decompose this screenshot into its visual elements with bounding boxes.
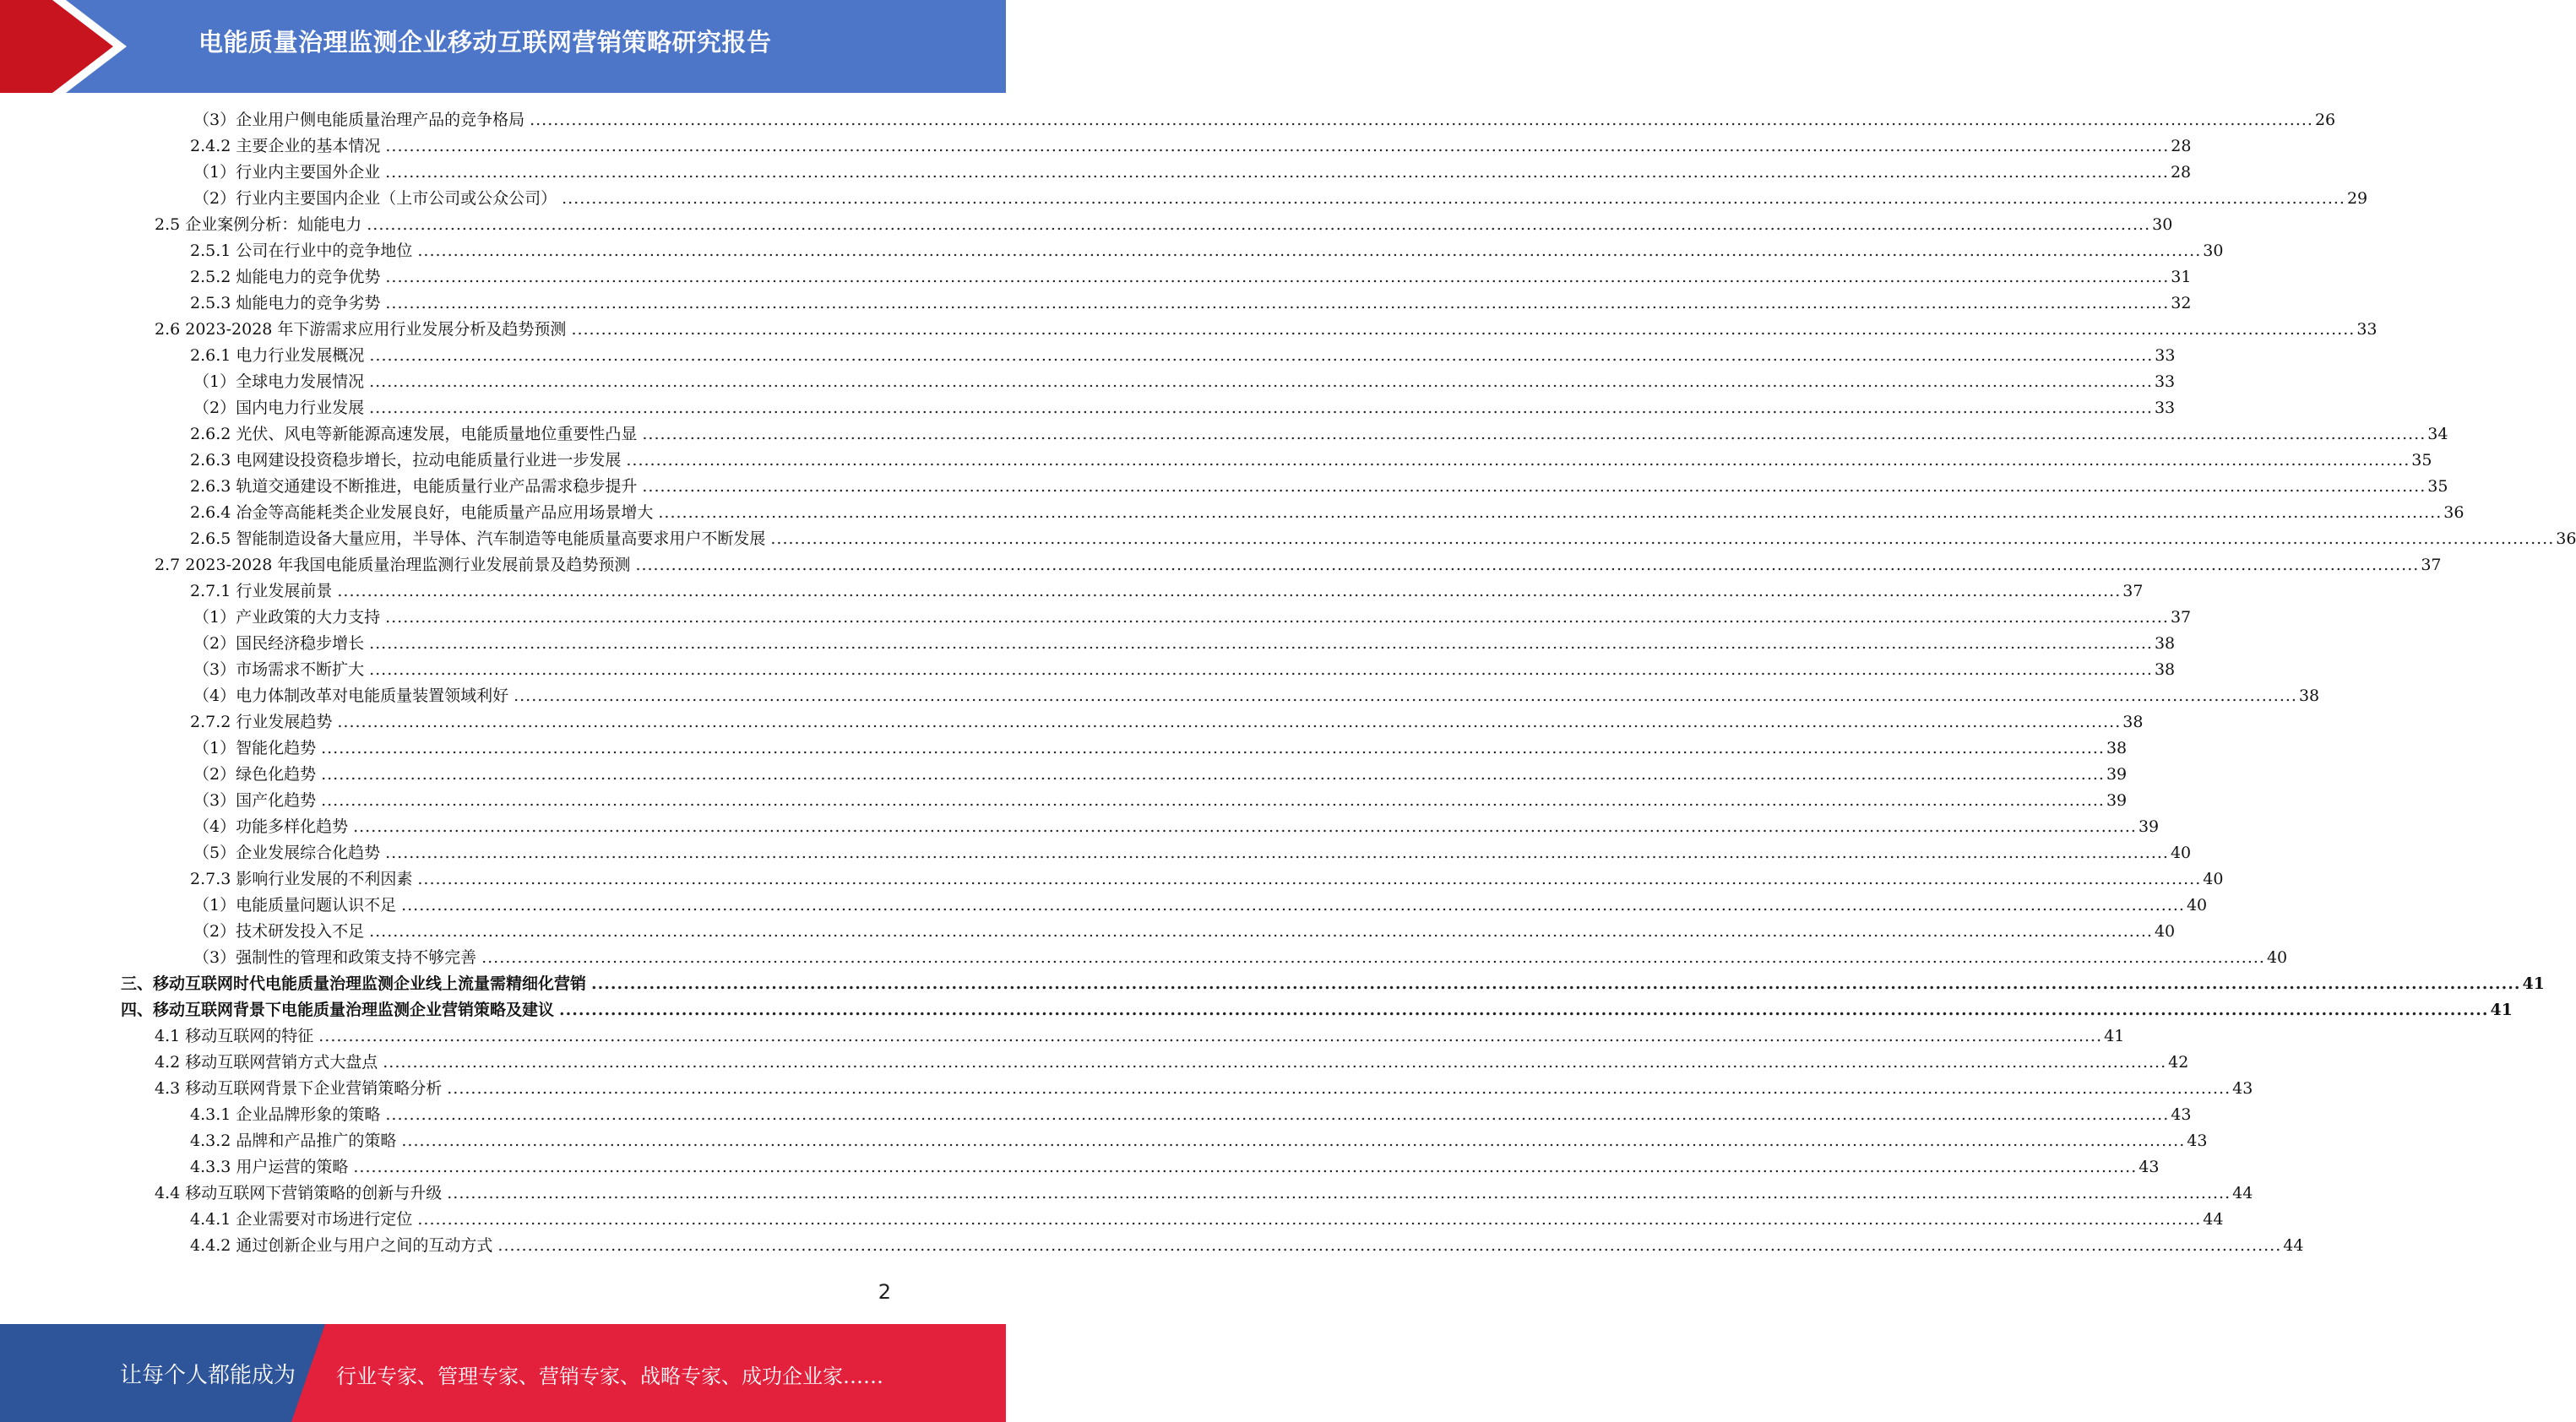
toc-entry-label: （3）国产化趋势 xyxy=(193,791,317,810)
toc-entry-page: 36 xyxy=(2443,503,2465,522)
toc-entry-label: （2）行业内主要国内企业（上市公司或公众公司） xyxy=(193,189,557,208)
toc-entry[interactable] xyxy=(190,709,2144,735)
toc-entry-label: （3）市场需求不断扩大 xyxy=(193,660,365,679)
toc-leader-dots: ............................................................................................................................................................................................................................................................................................................ xyxy=(385,844,2169,862)
toc-entry-page: 43 xyxy=(2171,1105,2192,1124)
toc-entry[interactable] xyxy=(155,552,2442,578)
toc-leader-dots: ............................................................................................................................................................................................................................................................................................................ xyxy=(367,215,2151,234)
toc-entry-label: 2.6 2023-2028 年下游需求应用行业发展分析及趋势预测 xyxy=(155,320,567,339)
toc-entry-label: （2）技术研发投入不足 xyxy=(193,922,365,941)
toc-entry-label: （4）功能多样化趋势 xyxy=(193,817,349,836)
toc-leader-dots: ............................................................................................................................................................................................................................................................................................................ xyxy=(635,556,2420,574)
toc-entry-label: 2.6.2 光伏、风电等新能源高速发展，电能质量地位重要性凸显 xyxy=(190,425,638,443)
toc-entry-page: 30 xyxy=(2152,215,2173,234)
toc-entry-label: 2.4.2 主要企业的基本情况 xyxy=(190,137,381,155)
toc-entry-label: （1）智能化趋势 xyxy=(193,739,317,757)
toc-entry[interactable] xyxy=(190,1154,2160,1180)
toc-entry[interactable] xyxy=(190,448,2432,474)
toc-entry[interactable] xyxy=(193,893,2208,919)
toc-entry[interactable] xyxy=(193,631,2176,657)
toc-entry-page: 36 xyxy=(2556,529,2576,548)
toc-leader-dots: ............................................................................................................................................................................................................................................................................................................ xyxy=(447,1079,2231,1098)
toc-entry-page: 30 xyxy=(2203,242,2224,260)
toc-leader-dots: ............................................................................................................................................................................................................................................................................................................ xyxy=(642,425,2427,443)
toc-leader-dots: ............................................................................................................................................................................................................................................................................................................ xyxy=(383,1053,2167,1072)
toc-entry-label: （1）行业内主要国外企业 xyxy=(193,163,381,182)
toc-entry-page: 40 xyxy=(2170,844,2192,862)
toc-leader-dots: ............................................................................................................................................................................................................................................................................................................ xyxy=(530,111,2313,129)
toc-leader-dots: ............................................................................................................................................................................................................................................................................................................ xyxy=(642,477,2427,496)
toc-entry[interactable] xyxy=(193,814,2160,840)
toc-entry[interactable] xyxy=(193,840,2192,866)
toc-entry[interactable] xyxy=(193,605,2192,631)
toc-entry-label: 2.6.4 冶金等高能耗类企业发展良好，电能质量产品应用场景增大 xyxy=(190,503,654,522)
toc-entry-page: 40 xyxy=(2266,948,2288,967)
toc-entry[interactable] xyxy=(155,212,2173,238)
toc-leader-dots: ............................................................................................................................................................................................................................................................................................................ xyxy=(401,1132,2186,1150)
toc-leader-dots: ............................................................................................................................................................................................................................................................................................................ xyxy=(770,529,2555,548)
toc-entry-label: （5）企业发展综合化趋势 xyxy=(193,844,381,862)
toc-entry-page: 38 xyxy=(2298,687,2320,705)
toc-entry-page: 28 xyxy=(2171,137,2192,155)
toc-entry-label: 2.7 2023-2028 年我国电能质量治理监测行业发展前景及趋势预测 xyxy=(155,556,631,574)
toc-leader-dots: ............................................................................................................................................................................................................................................................................................................ xyxy=(497,1236,2282,1255)
toc-entry-label: （2）国民经济稳步增长 xyxy=(193,634,365,653)
toc-entry[interactable] xyxy=(190,343,2176,369)
toc-leader-dots: ............................................................................................................................................................................................................................................................................................................ xyxy=(318,1027,2103,1045)
toc-entry[interactable] xyxy=(190,290,2192,317)
toc-leader-dots: ............................................................................................................................................................................................................................................................................................................ xyxy=(369,372,2153,391)
toc-leader-dots: ............................................................................................................................................................................................................................................................................................................ xyxy=(337,713,2122,731)
toc-entry-label: 2.6.5 智能制造设备大量应用，半导体、汽车制造等电能质量高要求用户不断发展 xyxy=(190,529,766,548)
toc-leader-dots: ............................................................................................................................................................................................................................................................................................................ xyxy=(481,948,2265,967)
toc-entry-page: 43 xyxy=(2232,1079,2253,1098)
toc-leader-dots: ............................................................................................................................................................................................................................................................................................................ xyxy=(385,1105,2170,1124)
toc-entry-label: （3）强制性的管理和政策支持不够完善 xyxy=(193,948,477,967)
toc-leader-dots: ............................................................................................................................................................................................................................................................................................................ xyxy=(385,137,2170,155)
toc-entry[interactable] xyxy=(155,317,2378,343)
toc-entry-page: 42 xyxy=(2168,1053,2189,1072)
toc-entry-page: 43 xyxy=(2139,1158,2160,1176)
toc-entry[interactable] xyxy=(121,971,2545,997)
toc-entry-page: 39 xyxy=(2106,765,2128,784)
toc-entry-label: 2.5.2 灿能电力的竞争优势 xyxy=(190,268,381,286)
toc-entry-page: 41 xyxy=(2490,1001,2513,1019)
toc-entry-label: （1）电能质量问题认识不足 xyxy=(193,896,397,915)
toc-entry[interactable] xyxy=(190,238,2224,264)
toc-entry[interactable] xyxy=(193,945,2288,971)
toc-entry[interactable] xyxy=(193,107,2336,133)
toc-entry[interactable] xyxy=(190,133,2192,160)
toc-entry-label: 4.4 移动互联网下营销策略的创新与升级 xyxy=(155,1184,443,1202)
toc-entry-label: 四、移动互联网背景下电能质量治理监测企业营销策略及建议 xyxy=(121,1001,555,1019)
toc-leader-dots: ............................................................................................................................................................................................................................................................................................................ xyxy=(514,687,2297,705)
toc-leader-dots: ............................................................................................................................................................................................................................................................................................................ xyxy=(417,870,2202,888)
toc-entry-page: 33 xyxy=(2155,346,2176,365)
toc-leader-dots: ............................................................................................................................................................................................................................................................................................................ xyxy=(385,608,2169,627)
header-chevron-red xyxy=(0,0,118,93)
toc-entry-label: （2）国内电力行业发展 xyxy=(193,399,365,417)
toc-entry[interactable] xyxy=(193,788,2128,814)
toc-entry-label: （4）电力体制改革对电能质量装置领域利好 xyxy=(193,687,509,705)
toc-entry-label: （2）绿色化趋势 xyxy=(193,765,317,784)
toc-entry-label: 4.4.1 企业需要对市场进行定位 xyxy=(190,1210,413,1229)
toc-entry-label: 2.7.2 行业发展趋势 xyxy=(190,713,333,731)
toc-entry-label: 三、移动互联网时代电能质量治理监测企业线上流量需精细化营销 xyxy=(121,974,587,993)
toc-leader-dots: ............................................................................................................................................................................................................................................................................................................ xyxy=(353,817,2137,836)
page-header xyxy=(0,0,1006,93)
page-number: 2 xyxy=(878,1280,891,1304)
footer-slogan-right: 行业专家、管理专家、营销专家、战略专家、成功企业家…… xyxy=(336,1365,883,1388)
toc-leader-dots: ............................................................................................................................................................................................................................................................................................................ xyxy=(385,163,2169,182)
page-footer xyxy=(0,1324,1006,1422)
toc-entry[interactable] xyxy=(190,1102,2192,1128)
toc-leader-dots: ............................................................................................................................................................................................................................................................................................................ xyxy=(571,320,2356,339)
toc-entry-page: 40 xyxy=(2154,922,2176,941)
toc-leader-dots: ............................................................................................................................................................................................................................................................................................................ xyxy=(417,242,2202,260)
toc-entry-label: 4.3 移动互联网背景下企业营销策略分析 xyxy=(155,1079,443,1098)
toc-entry-page: 33 xyxy=(2154,399,2176,417)
toc-entry[interactable] xyxy=(155,1076,2253,1102)
toc-entry[interactable] xyxy=(193,186,2368,212)
toc-entry[interactable] xyxy=(193,919,2176,945)
toc-leader-dots: ............................................................................................................................................................................................................................................................................................................ xyxy=(353,1158,2138,1176)
toc-leader-dots: ............................................................................................................................................................................................................................................................................................................ xyxy=(321,791,2105,810)
toc-entry-page: 29 xyxy=(2346,189,2368,208)
toc-entry-label: 2.6.1 电力行业发展概况 xyxy=(190,346,365,365)
toc-entry-label: 4.3.2 品牌和产品推广的策略 xyxy=(190,1132,397,1150)
toc-entry-page: 38 xyxy=(2154,660,2176,679)
toc-leader-dots: ............................................................................................................................................................................................................................................................................................................ xyxy=(401,896,2185,915)
toc-entry-label: 2.7.3 影响行业发展的不利因素 xyxy=(190,870,413,888)
toc-leader-dots: ............................................................................................................................................................................................................................................................................................................ xyxy=(447,1184,2231,1202)
toc-entry[interactable] xyxy=(193,395,2176,421)
toc-leader-dots: ............................................................................................................................................................................................................................................................................................................ xyxy=(369,922,2153,941)
toc-entry-label: 4.3.3 用户运营的策略 xyxy=(190,1158,349,1176)
toc-entry-page: 40 xyxy=(2186,896,2208,915)
toc-entry[interactable] xyxy=(193,369,2176,395)
toc-entry-label: （1）全球电力发展情况 xyxy=(193,372,365,391)
toc-entry-page: 44 xyxy=(2283,1236,2304,1255)
toc-entry-page: 33 xyxy=(2356,320,2378,339)
toc-entry-page: 44 xyxy=(2232,1184,2253,1202)
toc-entry[interactable] xyxy=(193,657,2176,683)
toc-entry[interactable] xyxy=(155,1050,2189,1076)
toc-entry-label: （3）企业用户侧电能质量治理产品的竞争格局 xyxy=(193,111,525,129)
toc-entry-label: 4.2 移动互联网营销方式大盘点 xyxy=(155,1053,378,1072)
toc-entry[interactable] xyxy=(193,683,2320,709)
toc-entry-page: 37 xyxy=(2421,556,2442,574)
toc-entry-page: 31 xyxy=(2171,268,2192,286)
toc-entry[interactable] xyxy=(193,160,2192,186)
toc-entry-page: 41 xyxy=(2522,974,2545,993)
toc-entry[interactable] xyxy=(121,997,2513,1023)
toc-entry[interactable] xyxy=(190,578,2144,605)
toc-leader-dots: ............................................................................................................................................................................................................................................................................................................ xyxy=(385,294,2170,312)
toc-entry-page: 39 xyxy=(2138,817,2160,836)
toc-entry-page: 38 xyxy=(2122,713,2144,731)
toc-entry-page: 35 xyxy=(2411,451,2432,469)
toc-entry-label: 2.6.3 轨道交通建设不断推进，电能质量行业产品需求稳步提升 xyxy=(190,477,638,496)
toc-entry-label: 2.6.3 电网建设投资稳步增长，拉动电能质量行业进一步发展 xyxy=(190,451,622,469)
toc-entry-label: 2.7.1 行业发展前景 xyxy=(190,582,333,600)
toc-entry-page: 40 xyxy=(2203,870,2224,888)
toc-leader-dots: ............................................................................................................................................................................................................................................................................................................ xyxy=(321,739,2105,757)
toc-entry-label: 4.3.1 企业品牌形象的策略 xyxy=(190,1105,381,1124)
toc-entry-page: 38 xyxy=(2154,634,2176,653)
toc-entry-label: 2.5.1 公司在行业中的竞争地位 xyxy=(190,242,413,260)
toc-entry-page: 28 xyxy=(2170,163,2192,182)
toc-entry-page: 34 xyxy=(2427,425,2448,443)
toc-entry-label: （1）产业政策的大力支持 xyxy=(193,608,381,627)
toc-entry-page: 39 xyxy=(2106,791,2128,810)
toc-entry-page: 37 xyxy=(2170,608,2192,627)
toc-entry[interactable] xyxy=(190,474,2448,500)
toc-entry[interactable] xyxy=(155,1023,2125,1050)
toc-entry[interactable] xyxy=(190,421,2448,448)
toc-entry-page: 37 xyxy=(2122,582,2144,600)
toc-entry-page: 38 xyxy=(2106,739,2128,757)
toc-entry-label: 2.5.3 灿能电力的竞争劣势 xyxy=(190,294,381,312)
footer-slogan-left: 让每个人都能成为 xyxy=(120,1363,296,1388)
toc-leader-dots: ............................................................................................................................................................................................................................................................................................................ xyxy=(658,503,2443,522)
toc-leader-dots: ............................................................................................................................................................................................................................................................................................................ xyxy=(337,582,2122,600)
toc-entry-page: 44 xyxy=(2203,1210,2224,1229)
toc-entry-page: 35 xyxy=(2427,477,2448,496)
toc-entry-page: 26 xyxy=(2314,111,2336,129)
toc-entry-label: 4.1 移动互联网的特征 xyxy=(155,1027,314,1045)
toc-leader-dots: ............................................................................................................................................................................................................................................................................................................ xyxy=(369,634,2153,653)
toc-leader-dots: ............................................................................................................................................................................................................................................................................................................ xyxy=(385,268,2170,286)
toc-entry-page: 32 xyxy=(2171,294,2192,312)
toc-entry[interactable] xyxy=(193,762,2128,788)
toc-leader-dots: ............................................................................................................................................................................................................................................................................................................ xyxy=(369,346,2154,365)
toc-entry[interactable] xyxy=(190,866,2224,893)
toc-entry[interactable] xyxy=(190,500,2465,526)
toc-leader-dots: ............................................................................................................................................................................................................................................................................................................ xyxy=(369,660,2153,679)
toc-entry[interactable] xyxy=(190,1207,2224,1233)
toc-entry[interactable] xyxy=(190,264,2192,290)
toc-leader-dots: ............................................................................................................................................................................................................................................................................................................ xyxy=(626,451,2410,469)
toc-entry-page: 43 xyxy=(2187,1132,2208,1150)
toc-entry[interactable] xyxy=(155,1180,2253,1207)
report-title: 电能质量治理监测企业移动互联网营销策略研究报告 xyxy=(198,28,772,57)
toc-leader-dots: ............................................................................................................................................................................................................................................................................................................ xyxy=(369,399,2153,417)
toc-entry-page: 41 xyxy=(2104,1027,2125,1045)
toc-entry-page: 33 xyxy=(2154,372,2176,391)
toc-leader-dots: ............................................................................................................................................................................................................................................................................................................ xyxy=(559,1001,2489,1019)
toc-leader-dots: ............................................................................................................................................................................................................................................................................................................ xyxy=(591,974,2521,993)
toc-entry[interactable] xyxy=(190,526,2576,552)
toc-entry[interactable] xyxy=(190,1233,2304,1259)
toc-entry-label: 2.5 企业案例分析：灿能电力 xyxy=(155,215,362,234)
toc-leader-dots: ............................................................................................................................................................................................................................................................................................................ xyxy=(321,765,2105,784)
toc-leader-dots: ............................................................................................................................................................................................................................................................................................................ xyxy=(417,1210,2202,1229)
toc-entry-label: 4.4.2 通过创新企业与用户之间的互动方式 xyxy=(190,1236,493,1255)
toc-entry[interactable] xyxy=(190,1128,2208,1154)
toc-entry[interactable] xyxy=(193,735,2128,762)
toc-leader-dots: ............................................................................................................................................................................................................................................................................................................ xyxy=(562,189,2345,208)
